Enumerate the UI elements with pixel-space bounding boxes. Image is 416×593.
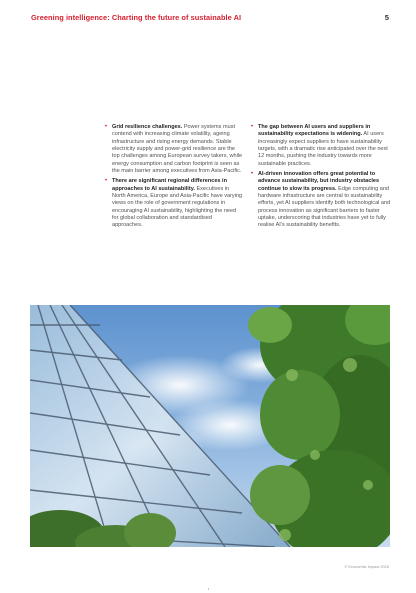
bullet-text: Power systems must contend with increasing climate volatility, ageing infrastructure and rising energy demands. Stable electricity supply and power-grid resilience are the top challenges among European survey takers, while energy consumption and carbon footprint is seen as the main barrier among executives from Asia-Pacific. (112, 124, 243, 175)
bullet-icon: • (105, 124, 108, 130)
left-column (105, 124, 243, 233)
page-number: 5 (384, 13, 389, 22)
bullet-heading: The gap between AI users and suppliers in sustainability expectations is widening. (258, 124, 371, 138)
bullet-text: Edge computing and hardware infrastructure are central to sustainability efforts, yet AI suppliers identify both technological and process innovation as significant barriers to faster uptake, underscoring that industries have yet to fully realise AI's sustainability benefits. (258, 185, 391, 229)
bullet-item (251, 171, 391, 230)
bullet-heading: AI-driven innovation offers great potential to advance sustainability, but industry obstacles continue to slow its progress. (258, 171, 380, 192)
bullet-item (105, 178, 243, 229)
bullet-icon: • (251, 124, 254, 130)
photo-illustration (30, 305, 390, 547)
bullet-icon: • (251, 171, 254, 178)
bullet-text: AI users increasingly expect suppliers to have sustainability targets, with a dramatic rise anticipated over the next 12 months, pushing the industry towards more sustainable practices. (258, 131, 388, 167)
bullet-item (105, 124, 243, 175)
running-header-title: Greening intelligence: Charting the future of sustainable AI (31, 13, 242, 22)
bullet-text: Executives in North America, Europe and Asia-Pacific have varying views on the role of government regulations in encouraging AI sustainability, highlighting the need for global collaboration and standardised approaches. (112, 185, 243, 229)
right-column (251, 124, 391, 233)
photo-glass-building-trees (30, 305, 390, 547)
bullet-item (251, 124, 391, 168)
footer-copyright: © Economist Impact 2025 (344, 564, 389, 569)
bullet-heading: Grid resilience challenges. (112, 124, 183, 130)
footer-mark (208, 588, 209, 590)
bullet-icon: • (105, 178, 108, 185)
bullet-heading: There are significant regional differences in approaches to AI sustainability. (112, 178, 227, 192)
